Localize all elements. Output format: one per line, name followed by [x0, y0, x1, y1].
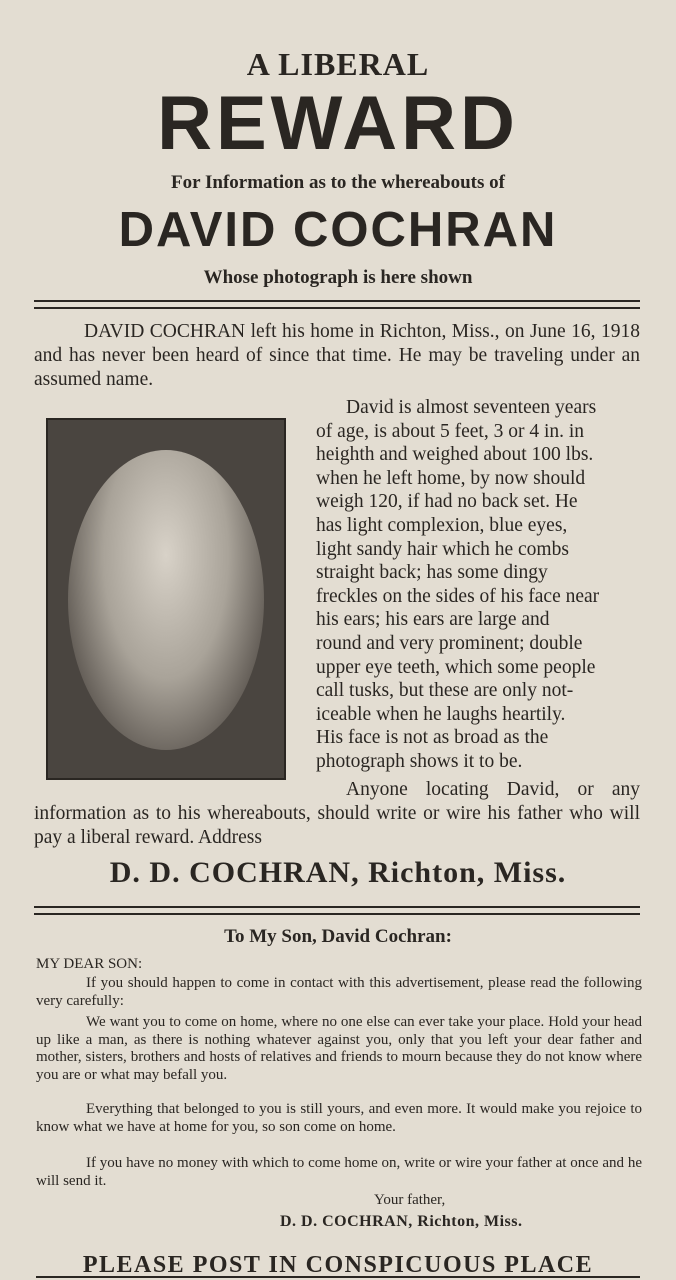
letter-paragraph: If you have no money with which to come home on, write or wire your father at once and he will send it. — [36, 1155, 642, 1189]
description-line: when he left home, by now should — [316, 467, 586, 489]
portrait-oval — [68, 450, 264, 750]
divider-middle — [34, 906, 640, 915]
description-line: of age, is about 5 feet, 3 or 4 in. in — [316, 420, 585, 442]
description-line: straight back; has some dingy — [316, 562, 548, 584]
contact-paragraph: Anyone locating David, or any information as to his whereabouts, should write or wire his father who will pay a liberal reward. Address — [34, 779, 640, 848]
photo-note: Whose photograph is here shown — [203, 267, 473, 288]
intro-paragraph: DAVID COCHRAN left his home in Richton, Miss., on June 16, 1918 and has never been heard of since that time. He may be traveling under an assumed name. — [34, 321, 640, 390]
post-notice: PLEASE POST IN CONSPICUOUS PLACE — [82, 1252, 594, 1278]
letter-title: To My Son, David Cochran: — [224, 926, 452, 947]
letter-paragraph: If you should happen to come in contact with this advertisement, please read the following very carefully: — [36, 975, 642, 1009]
description-line: David is almost seventeen years — [346, 397, 597, 418]
letter-signature: D. D. COCHRAN, Richton, Miss. — [280, 1213, 523, 1230]
description-line: upper eye teeth, which some people — [316, 656, 596, 678]
letter-paragraph: We want you to come on home, where no one else can ever take your place. Hold your head up like a man, as there is nothing whatever against you, only that you left your dear father and mother, sisters, brothers and hosts of relatives and friends to mourn because they do not know where you are or what may befall you. — [36, 1014, 642, 1083]
post-notice-underline — [36, 1276, 640, 1278]
letter-paragraph: Everything that belonged to you is still yours, and even more. It would make you rejoice to know what we have at home for you, so son come on home. — [36, 1101, 642, 1135]
description-line: light sandy hair which he combs — [316, 538, 569, 560]
description-line: photograph shows it to be. — [316, 750, 523, 772]
letter-salutation: MY DEAR SON: — [36, 956, 143, 972]
divider-top — [34, 300, 640, 309]
description-line: round and very prominent; double — [316, 632, 583, 654]
description-paragraph — [316, 396, 640, 774]
letter-closing: Your father, — [374, 1192, 446, 1208]
description-line: call tusks, but these are only not- — [316, 680, 574, 702]
description-line: his ears; his ears are large and — [316, 609, 550, 631]
headline-reward: REWARD — [157, 81, 519, 166]
description-line: freckles on the sides of his face near — [316, 585, 600, 607]
description-line: His face is not as broad as the — [316, 727, 549, 749]
description-line: iceable when he laughs heartily. — [316, 703, 566, 725]
headline-info: For Information as to the whereabouts of — [171, 172, 505, 193]
description-line: has light complexion, blue eyes, — [316, 514, 568, 536]
headline-liberal: A LIBERAL — [246, 46, 430, 82]
description-line: weigh 120, if had no back set. He — [316, 491, 578, 513]
description-line: heighth and weighed about 100 lbs. — [316, 444, 594, 466]
portrait-photo — [46, 418, 286, 780]
headline-name: DAVID COCHRAN — [118, 203, 558, 257]
father-address: D. D. COCHRAN, Richton, Miss. — [109, 856, 567, 889]
